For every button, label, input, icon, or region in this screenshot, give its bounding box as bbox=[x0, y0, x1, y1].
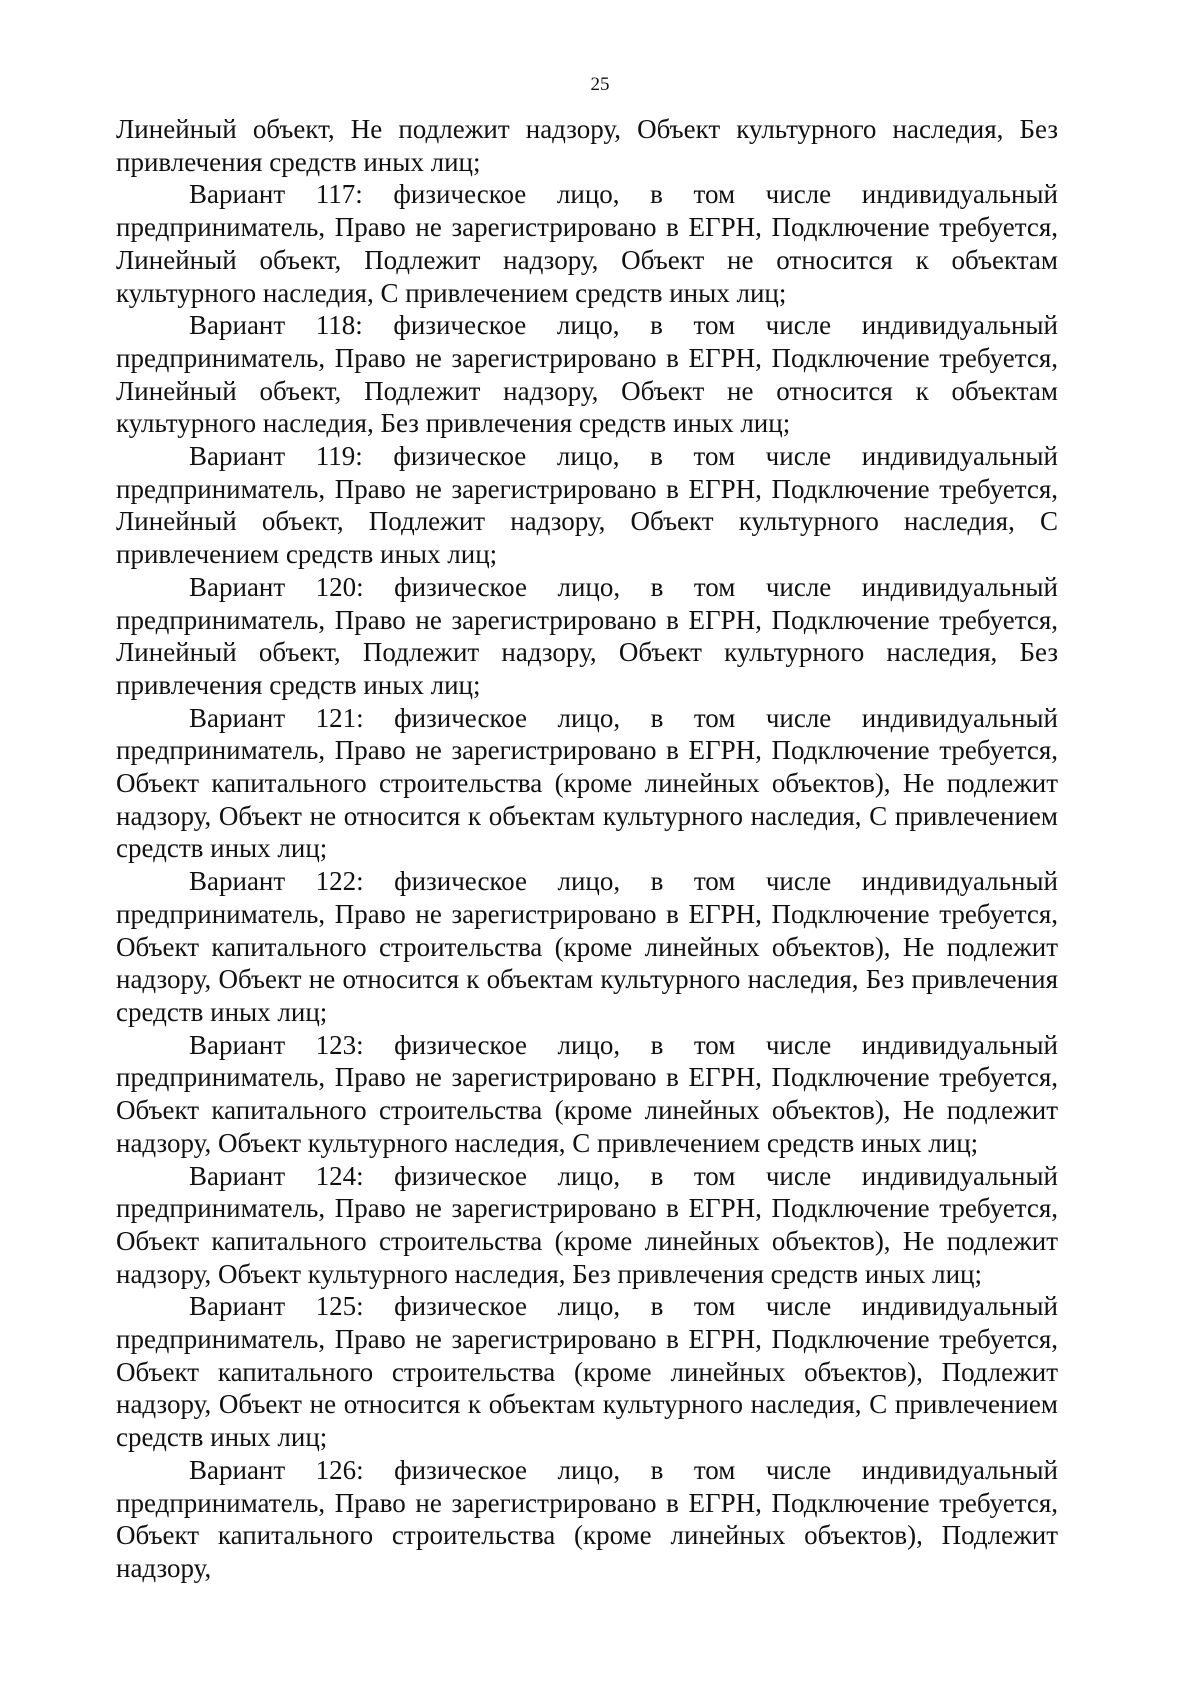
variant-126: Вариант 126: физическое лицо, в том числе индивидуальный предприниматель, Право не зарегистрировано в ЕГРН, Подключение требуется, Объект капитального строительства (кроме линейных объектов), Подлежит надзору, bbox=[116, 1454, 1058, 1583]
variant-117: Вариант 117: физическое лицо, в том числе индивидуальный предприниматель, Право не зарегистрировано в ЕГРН, Подключение требуется, Линейный объект, Подлежит надзору, Объект не относится к объектам культурного наследия, С привлечением средств иных лиц; bbox=[116, 179, 1058, 308]
document-body bbox=[116, 113, 1058, 1585]
variant-121: Вариант 121: физическое лицо, в том числе индивидуальный предприниматель, Право не зарегистрировано в ЕГРН, Подключение требуется, Объект капитального строительства (кроме линейных объектов), Не подлежит надзору, Объект не относится к объектам культурного наследия, С привлечением средств иных лиц; bbox=[116, 702, 1058, 864]
page-number: 25 bbox=[590, 74, 610, 95]
paragraph-continuation: Линейный объект, Не подлежит надзору, Объект культурного наследия, Без привлечения средств иных лиц; bbox=[116, 114, 1058, 177]
variant-119: Вариант 119: физическое лицо, в том числе индивидуальный предприниматель, Право не зарегистрировано в ЕГРН, Подключение требуется, Линейный объект, Подлежит надзору, Объект культурного наследия, С привлечением средств иных лиц; bbox=[116, 441, 1058, 570]
variant-125: Вариант 125: физическое лицо, в том числе индивидуальный предприниматель, Право не зарегистрировано в ЕГРН, Подключение требуется, Объект капитального строительства (кроме линейных объектов), Подлежит надзору, Объект не относится к объектам культурного наследия, С привлечением средств иных лиц; bbox=[116, 1291, 1058, 1453]
variant-122: Вариант 122: физическое лицо, в том числе индивидуальный предприниматель, Право не зарегистрировано в ЕГРН, Подключение требуется, Объект капитального строительства (кроме линейных объектов), Не подлежит надзору, Объект не относится к объектам культурного наследия, Без привлечения средств иных лиц; bbox=[116, 866, 1058, 1027]
variant-120: Вариант 120: физическое лицо, в том числе индивидуальный предприниматель, Право не зарегистрировано в ЕГРН, Подключение требуется, Линейный объект, Подлежит надзору, Объект культурного наследия, Без привлечения средств иных лиц; bbox=[116, 571, 1058, 700]
variant-123: Вариант 123: физическое лицо, в том числе индивидуальный предприниматель, Право не зарегистрировано в ЕГРН, Подключение требуется, Объект капитального строительства (кроме линейных объектов), Не подлежит надзору, Объект культурного наследия, С привлечением средств иных лиц; bbox=[116, 1029, 1058, 1158]
variant-124: Вариант 124: физическое лицо, в том числе индивидуальный предприниматель, Право не зарегистрировано в ЕГРН, Подключение требуется, Объект капитального строительства (кроме линейных объектов), Не подлежит надзору, Объект культурного наследия, Без привлечения средств иных лиц; bbox=[116, 1160, 1058, 1289]
variant-118: Вариант 118: физическое лицо, в том числе индивидуальный предприниматель, Право не зарегистрировано в ЕГРН, Подключение требуется, Линейный объект, Подлежит надзору, Объект не относится к объектам культурного наследия, Без привлечения средств иных лиц; bbox=[116, 310, 1058, 439]
